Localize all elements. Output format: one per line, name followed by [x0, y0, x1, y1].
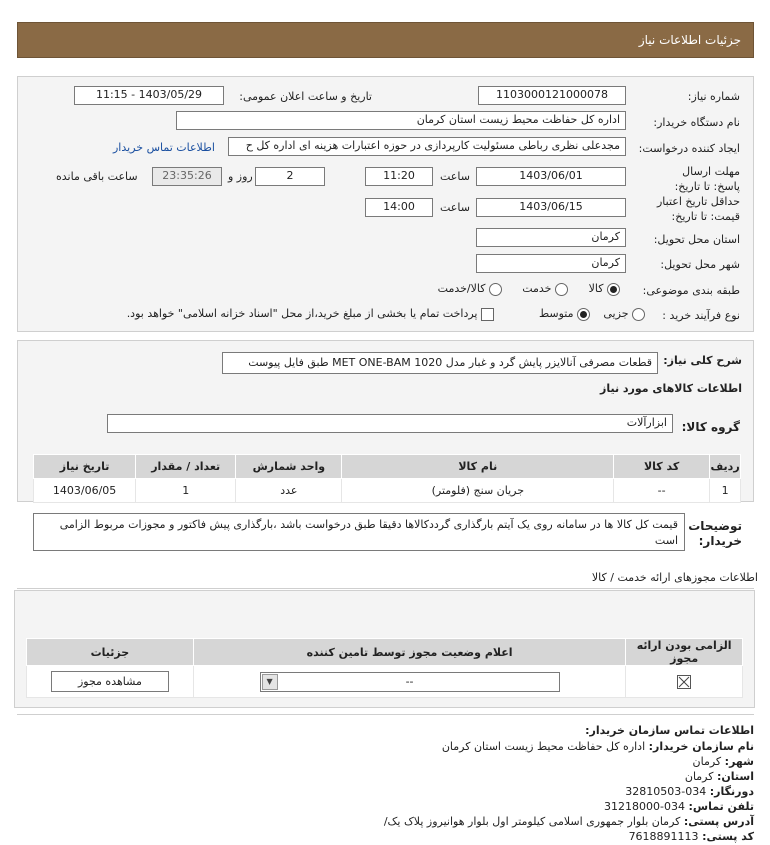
process-radio-medium[interactable]: [539, 307, 590, 321]
radio-both-icon[interactable]: [489, 283, 502, 296]
cell-name: جریان سنج (فلومتر): [342, 479, 614, 503]
contact-province-value: کرمان: [684, 770, 714, 783]
buyer-org-label: نام دستگاه خریدار:: [653, 116, 740, 129]
buyer-org-field: اداره کل حفاظت محیط زیست استان کرمان: [176, 111, 626, 130]
days-label: روز و: [228, 170, 253, 183]
validity-time-label: ساعت: [440, 201, 470, 214]
contact-org-row: [442, 740, 754, 753]
col-qty: تعداد / مقدار: [136, 455, 236, 479]
contact-address-label: آدرس پستی:: [683, 815, 754, 828]
cell-code: --: [614, 479, 710, 503]
description-label: شرح کلی نیاز:: [663, 354, 742, 367]
need-number-label: شماره نیاز:: [687, 90, 740, 103]
permits-divider: [17, 588, 754, 589]
category-label: طبقه بندی موضوعی:: [642, 284, 740, 297]
permits-table: [26, 638, 743, 698]
validity-time-field: 14:00: [365, 198, 433, 217]
cell-unit: عدد: [236, 479, 342, 503]
radio-minor-icon[interactable]: [632, 308, 645, 321]
contact-org-label: نام سازمان خریدار:: [648, 740, 754, 753]
goods-group-label: گروه کالا:: [681, 420, 740, 434]
contact-title: [585, 724, 754, 737]
reply-time-field: 11:20: [365, 167, 433, 186]
delivery-province-label: استان محل تحویل:: [653, 233, 740, 246]
category-both-label: کالا/خدمت: [437, 282, 486, 295]
goods-section-title: اطلاعات کالاهای مورد نیاز: [600, 382, 742, 395]
payment-checkbox-row[interactable]: [127, 307, 494, 321]
table-row: [27, 666, 743, 698]
contact-fax-row: [625, 785, 754, 798]
cell-permit-required: [626, 666, 743, 698]
checkbox-cross-icon: [678, 676, 690, 688]
contact-postal-value: 7618891113: [628, 830, 699, 843]
category-service-label: خدمت: [522, 282, 552, 295]
reply-time-label: ساعت: [440, 170, 470, 183]
col-index: ردیف: [710, 455, 741, 479]
contact-address-value: کرمان بلوار جمهوری اسلامی کیلومتر اول بلوار هوانیروز پلاک یک/: [383, 815, 681, 828]
table-row: [34, 479, 741, 503]
cell-index: 1: [710, 479, 741, 503]
col-permit-details: جزئیات: [27, 639, 194, 666]
category-radio-service[interactable]: [522, 282, 568, 296]
remaining-time-field: 23:35:26: [152, 167, 222, 186]
buyer-notes-text: توضیحات خریدار:: [688, 519, 742, 548]
announce-date-label: تاریخ و ساعت اعلان عمومی:: [239, 90, 372, 103]
payment-checkbox[interactable]: [481, 308, 494, 321]
category-radio-both[interactable]: [438, 282, 502, 296]
payment-text: پرداخت تمام یا بخشی از مبلغ خرید،از محل "اسناد خزانه اسلامی" خواهد بود.: [126, 307, 478, 320]
description-field: قطعات مصرفی آنالایزر پایش گرد و غبار مدل MET ONE-BAM 1020 طبق فایل پیوست: [222, 352, 658, 374]
required-checkbox-icon[interactable]: [677, 675, 691, 689]
col-unit: واحد شمارش: [236, 455, 342, 479]
permit-status-value: --: [405, 674, 414, 688]
permits-section-title: اطلاعات مجوزهای ارائه خدمت / کالا: [591, 571, 758, 584]
reply-date-field: 1403/06/01: [476, 167, 626, 186]
creator-field: مجدعلی نظری رباطی مسئولیت کارپردازی در حوزه اعتبارات هزینه ای اداره کل ح: [228, 137, 626, 156]
process-minor-label: جزیی: [603, 307, 629, 320]
contact-postal-row: [629, 830, 754, 843]
buyer-notes-value: قیمت کل کالا ها در سامانه روی یک آیتم بارگذاری گرددکالاها دقیقا طبق درخواست باشد ،بارگذاری پیش فاکتور و مجوزات مربوط الزامی است: [59, 518, 678, 547]
cell-qty: 1: [136, 479, 236, 503]
contact-province-label: استان:: [717, 770, 754, 783]
buyer-contact-link[interactable]: اطلاعات تماس خریدار: [113, 141, 215, 154]
contact-fax-label: دورنگار:: [709, 785, 754, 798]
col-date: تاریخ نیاز: [34, 455, 136, 479]
contact-postal-label: کد پستی:: [702, 830, 754, 843]
delivery-province-field: کرمان: [476, 228, 626, 247]
permits-table-header: [27, 639, 743, 666]
contact-phone-row: [604, 800, 754, 813]
validity-date-field: 1403/06/15: [476, 198, 626, 217]
process-medium-label: متوسط: [538, 307, 574, 320]
contact-province-row: [685, 770, 754, 783]
radio-service-icon[interactable]: [555, 283, 568, 296]
contact-phone-label: تلفن تماس:: [688, 800, 754, 813]
contact-city-row: [693, 755, 754, 768]
days-field: 2: [255, 167, 325, 186]
validity-text: حداقل تاریخ اعتبار قیمت: تا تاریخ:: [656, 195, 740, 223]
remaining-label: ساعت باقی مانده: [56, 170, 138, 183]
radio-goods-icon[interactable]: [607, 283, 620, 296]
cell-permit-details: [27, 666, 194, 698]
page-header: [17, 22, 754, 58]
need-number-field: 1103000121000078: [478, 86, 626, 105]
cell-date: 1403/06/05: [34, 479, 136, 503]
cell-permit-status: [193, 666, 625, 698]
contact-city-value: کرمان: [692, 755, 722, 768]
delivery-city-field: کرمان: [476, 254, 626, 273]
goods-table-header: [34, 455, 741, 479]
reply-deadline-label: [660, 164, 740, 194]
col-code: کد کالا: [614, 455, 710, 479]
contact-address-row: [384, 815, 754, 828]
process-radio-minor[interactable]: [603, 307, 645, 321]
radio-medium-icon[interactable]: [577, 308, 590, 321]
contact-org-value: اداره کل حفاظت محیط زیست استان کرمان: [441, 740, 646, 753]
validity-label: [652, 194, 740, 224]
reply-deadline-text: مهلت ارسال پاسخ: تا تاریخ:: [674, 165, 740, 193]
col-name: نام کالا: [342, 455, 614, 479]
creator-label: ایجاد کننده درخواست:: [638, 142, 740, 155]
delivery-city-label: شهر محل تحویل:: [660, 258, 740, 271]
category-goods-label: کالا: [588, 282, 604, 295]
permit-status-select[interactable]: [260, 672, 560, 692]
page-title: جزئیات اطلاعات نیاز: [638, 33, 741, 47]
chevron-down-icon[interactable]: ▼: [262, 674, 278, 690]
contact-phone-value: 034-31218000: [604, 800, 686, 813]
category-radio-goods[interactable]: [589, 282, 620, 296]
col-permit-status: اعلام وضعیت مجوز توسط تامین کننده: [193, 639, 625, 666]
announce-date-field: 1403/05/29 - 11:15: [74, 86, 224, 105]
contact-fax-value: 034-32810503: [625, 785, 707, 798]
col-permit-required: الزامی بودن ارائه مجوز: [626, 639, 743, 666]
buyer-notes-label: [682, 519, 742, 549]
contact-city-label: شهر:: [724, 755, 754, 768]
buyer-notes-field: [33, 513, 685, 551]
process-label: نوع فرآیند خرید :: [662, 309, 740, 322]
goods-table: [33, 454, 741, 503]
contact-title-text: اطلاعات تماس سازمان خریدار:: [585, 724, 754, 737]
goods-group-field: ابزارآلات: [107, 414, 673, 433]
view-permit-button[interactable]: مشاهده مجوز: [51, 671, 169, 692]
